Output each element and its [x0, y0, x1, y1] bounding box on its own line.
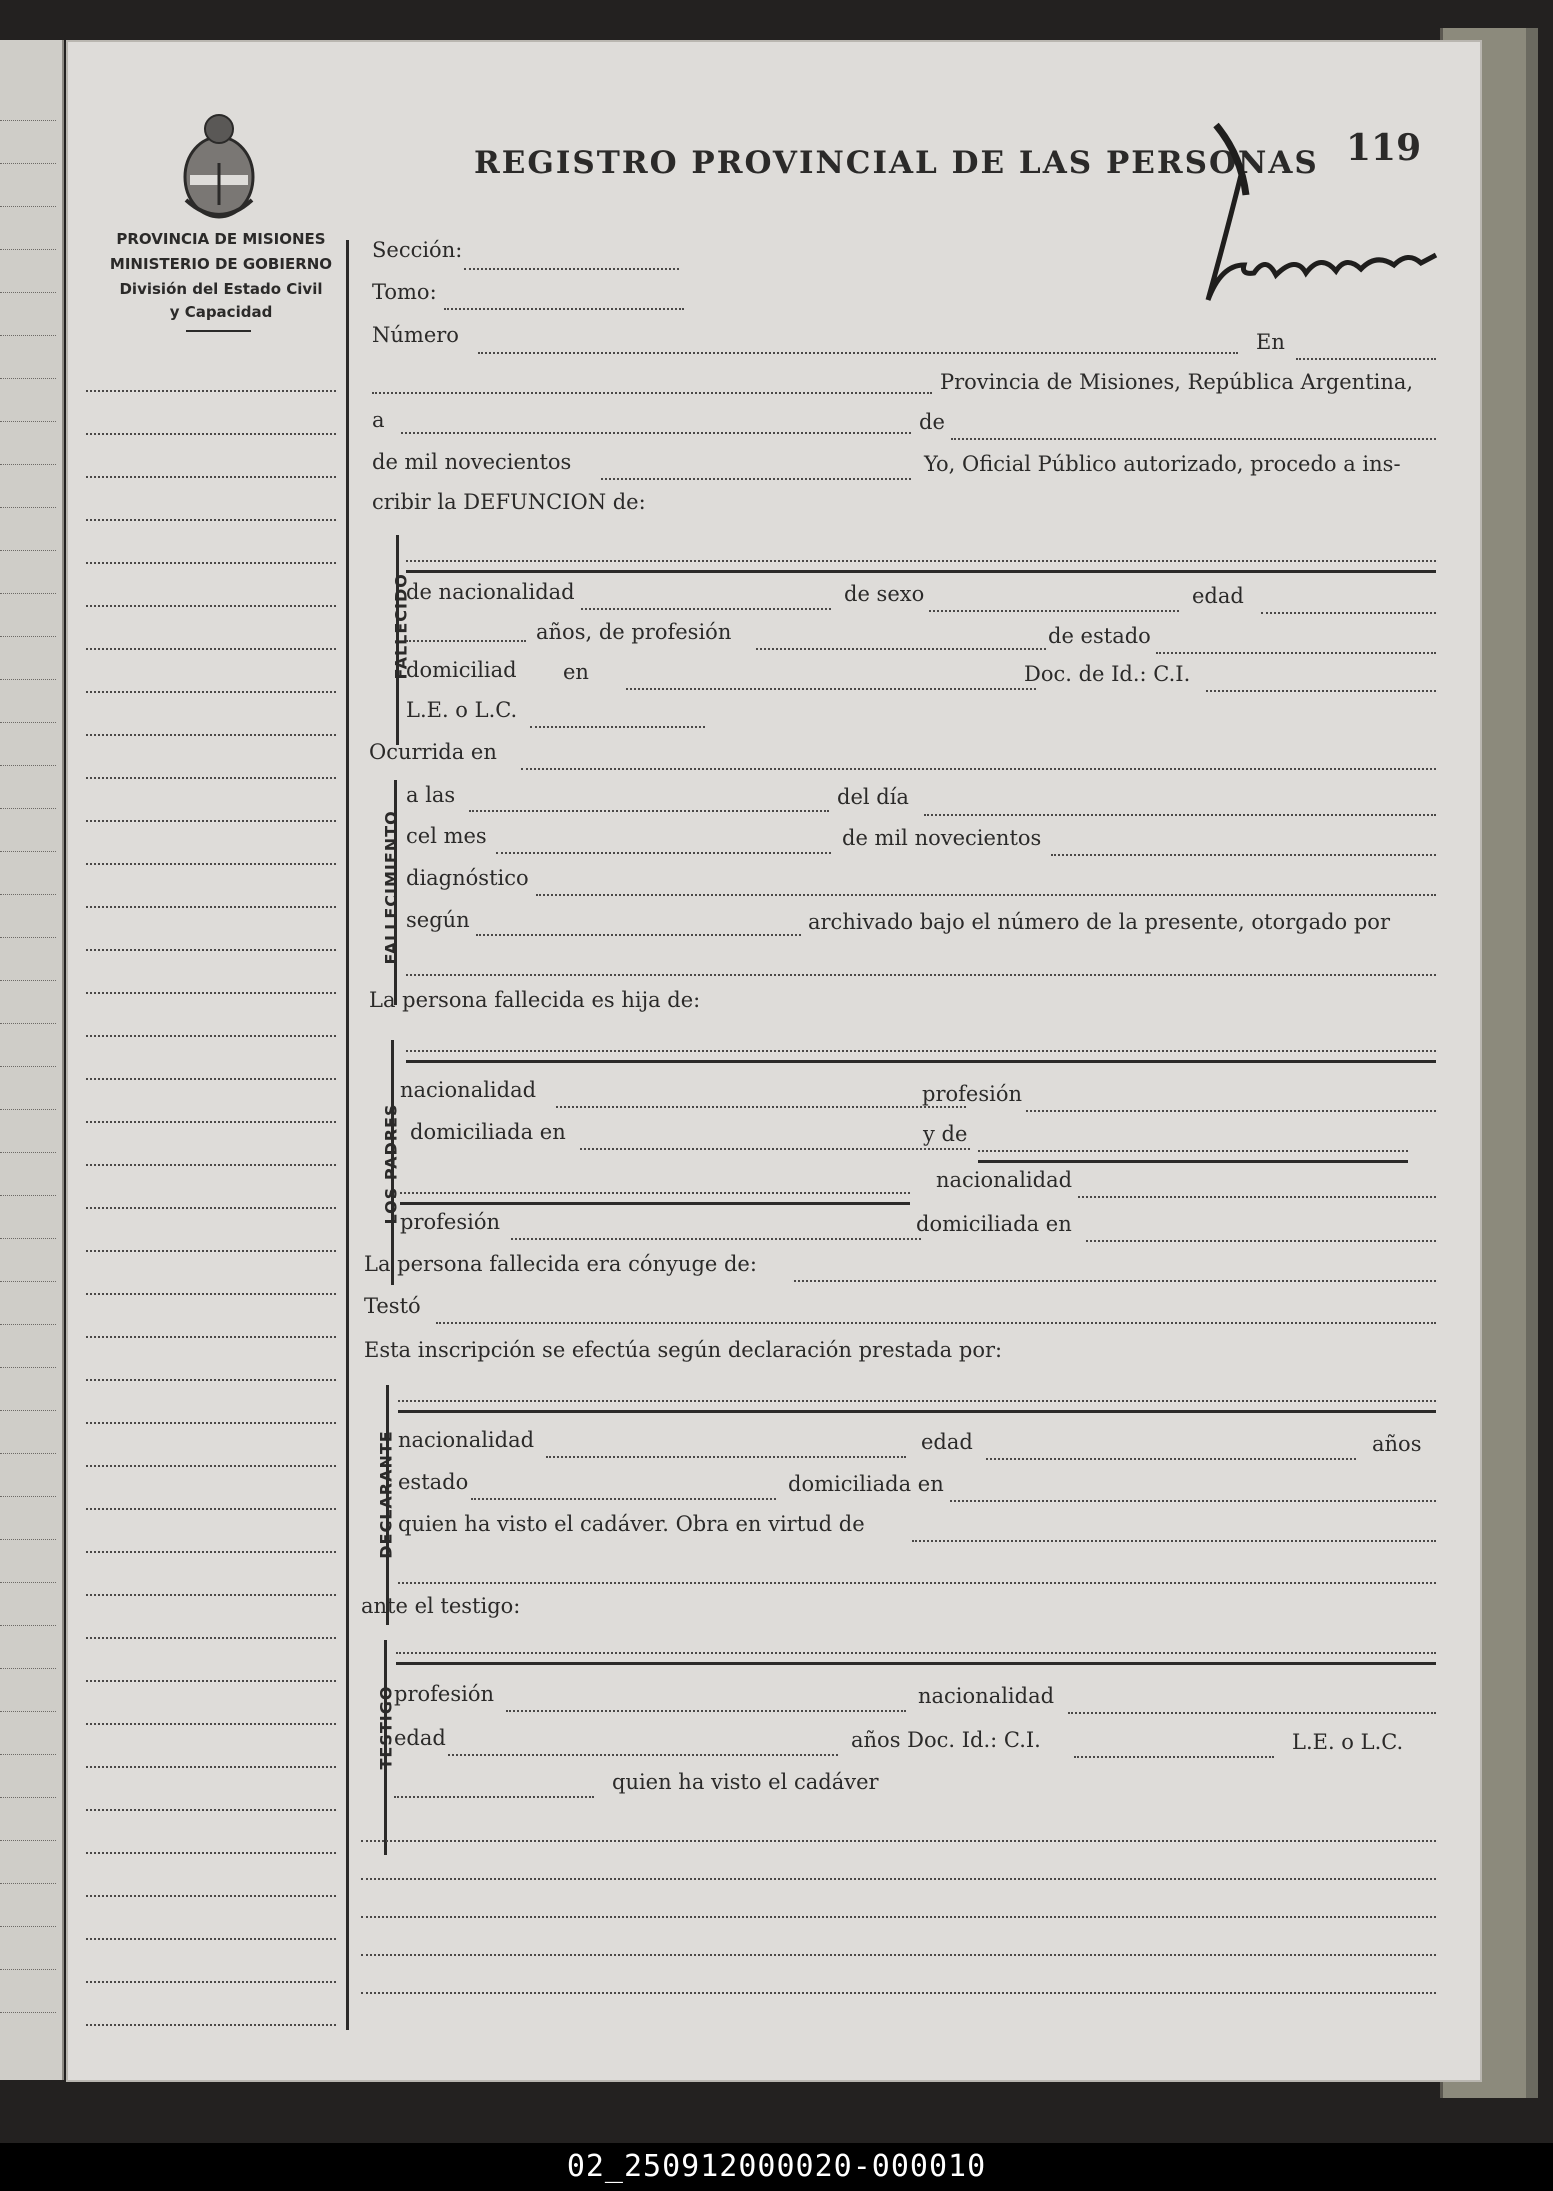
margin-note-line[interactable] [86, 1852, 336, 1854]
hija-de-label: La persona fallecida es hija de: [369, 988, 701, 1012]
declarante-domiciliada-label: domiciliada en [788, 1472, 944, 1496]
archivado-text: archivado bajo el número de la presente, otorgado por [808, 910, 1390, 934]
margin-note-line[interactable] [86, 1121, 336, 1123]
dia-fallecimiento-field[interactable] [924, 814, 1436, 816]
testigo-extra-field[interactable] [394, 1796, 594, 1798]
conyuge-field[interactable] [794, 1280, 1436, 1282]
lugar-field[interactable] [372, 392, 932, 394]
testo-label: Testó [364, 1294, 421, 1318]
segun-label: según [406, 908, 470, 932]
cribir-text: cribir la DEFUNCION de: [372, 490, 646, 514]
padres-extra-rule [400, 1202, 910, 1205]
obra-field[interactable] [912, 1540, 1436, 1542]
margin-note-line[interactable] [86, 519, 336, 521]
tomo-label: Tomo: [372, 280, 437, 304]
margin-note-line[interactable] [86, 1336, 336, 1338]
notes-line[interactable] [361, 1878, 1436, 1880]
margin-note-line[interactable] [86, 1250, 336, 1252]
margin-note-line[interactable] [86, 949, 336, 951]
margin-note-line[interactable] [86, 1809, 336, 1811]
en-label: En [1256, 330, 1285, 354]
page-number: 119 [1346, 127, 1422, 169]
margin-note-line[interactable] [86, 777, 336, 779]
segun-field[interactable] [476, 934, 801, 936]
padres-profesion-field[interactable] [1026, 1110, 1436, 1112]
margin-note-line[interactable] [86, 820, 336, 822]
numero-label: Número [372, 323, 459, 347]
adjacent-page [0, 40, 64, 2080]
domiciliad-label: domiciliad [406, 658, 517, 682]
testigo-nombre-field[interactable] [396, 1652, 1436, 1654]
anios-prof-label: años, de profesión [536, 620, 732, 644]
hora-field[interactable] [469, 810, 829, 812]
otorgado-field[interactable] [406, 974, 1436, 976]
margin-note-line[interactable] [86, 1465, 336, 1467]
testigo-edad-label: edad [394, 1726, 446, 1750]
testigo-nacionalidad-field[interactable] [1068, 1712, 1436, 1714]
diagnostico-label: diagnóstico [406, 866, 529, 890]
padres-nacionalidad-field[interactable] [556, 1106, 966, 1108]
del-dia-label: del día [837, 785, 909, 809]
testigo-side-label: TESTIGO [376, 1685, 396, 1770]
margin-note-line[interactable] [86, 433, 336, 435]
y-de-label: y de [923, 1122, 968, 1146]
madre-nombre-field[interactable] [978, 1150, 1408, 1152]
declarante-side-label: DECLARANTE [376, 1430, 396, 1559]
division-heading-2: y Capacidad [169, 303, 273, 321]
notes-line[interactable] [361, 1992, 1436, 1994]
margin-note-line[interactable] [86, 562, 336, 564]
margin-note-line[interactable] [86, 1895, 336, 1897]
declarante-nombre-field[interactable] [398, 1400, 1436, 1402]
padres-nacionalidad2-field[interactable] [1078, 1196, 1436, 1198]
padres-domiciliada-label: domiciliada en [410, 1120, 566, 1144]
testigo-nacionalidad-label: nacionalidad [918, 1684, 1055, 1708]
declarante-estado-field[interactable] [471, 1498, 776, 1500]
margin-note-line[interactable] [86, 691, 336, 693]
padres-profesion-label: profesión [922, 1082, 1022, 1106]
fallecimiento-side-label: FALLECIMIENTO [381, 810, 401, 965]
margin-note-line[interactable] [86, 1078, 336, 1080]
estado-label: de estado [1048, 624, 1151, 648]
estado-field[interactable] [1156, 652, 1436, 654]
margin-note-line[interactable] [86, 1766, 336, 1768]
declarante-nacionalidad-label: nacionalidad [398, 1428, 535, 1452]
testigo-rule [396, 1662, 1436, 1665]
padres-rule [406, 1060, 1436, 1063]
le-lc-label: L.E. o L.C. [406, 698, 518, 722]
margin-divider [346, 240, 349, 2030]
anio-fallecimiento-field[interactable] [1051, 854, 1436, 856]
image-id-bar: 02_250912000020-000010 [0, 2143, 1553, 2191]
margin-note-line[interactable] [86, 1164, 336, 1166]
page-title: REGISTRO PROVINCIAL DE LAS PERSONAS [474, 145, 1319, 181]
a-las-label: a las [406, 783, 456, 807]
de-mil-label-2: de mil novecientos [842, 826, 1042, 850]
doc-field[interactable] [1206, 690, 1436, 692]
notes-line[interactable] [361, 1916, 1436, 1918]
nacionalidad-label: de nacionalidad [406, 580, 575, 604]
seccion-label: Sección: [372, 238, 463, 262]
declarante-edad-label: edad [921, 1430, 973, 1454]
oficial-text: Yo, Oficial Público autorizado, procedo a ins- [924, 452, 1401, 476]
notes-line[interactable] [361, 1954, 1436, 1956]
numero-field[interactable] [478, 352, 1238, 354]
fallecido-side-label: FALLECIDO [391, 573, 411, 680]
testigo-doc-field[interactable] [1074, 1756, 1274, 1758]
edad-label: edad [1192, 584, 1244, 608]
margin-note-line[interactable] [86, 734, 336, 736]
tomo-field[interactable] [444, 308, 684, 310]
declarante-nacionalidad-field[interactable] [546, 1456, 906, 1458]
obra-continuation-field[interactable] [398, 1582, 1436, 1584]
ministry-heading: MINISTERIO DE GOBIERNO [109, 255, 333, 273]
margin-note-line[interactable] [86, 1293, 336, 1295]
mes-field[interactable] [951, 438, 1436, 440]
margin-note-line[interactable] [86, 648, 336, 650]
margin-note-line[interactable] [86, 1035, 336, 1037]
conyuge-label: La persona fallecida era cónyuge de: [364, 1252, 757, 1276]
margin-note-line[interactable] [86, 1379, 336, 1381]
padres-extra-field[interactable] [400, 1192, 910, 1194]
testigo-profesion-field[interactable] [506, 1710, 906, 1712]
margin-note-line[interactable] [86, 1723, 336, 1725]
padre-nombre-field[interactable] [406, 1050, 1436, 1052]
declarante-edad-field[interactable] [986, 1458, 1356, 1460]
ocurrida-field[interactable] [521, 768, 1436, 770]
edad-field[interactable] [1261, 612, 1436, 614]
anios-field[interactable] [406, 640, 526, 642]
signature-mark [1146, 115, 1476, 315]
mes-fallecimiento-field[interactable] [496, 852, 831, 854]
seccion-field[interactable] [464, 268, 679, 270]
margin-note-line[interactable] [86, 1938, 336, 1940]
diagnostico-field[interactable] [536, 894, 1436, 896]
declarante-estado-label: estado [398, 1470, 469, 1494]
fallecido-rule [406, 570, 1436, 573]
margin-note-line[interactable] [86, 1422, 336, 1424]
margin-note-line[interactable] [86, 1981, 336, 1983]
margin-note-line[interactable] [86, 2024, 336, 2026]
notes-line[interactable] [361, 1840, 1436, 1842]
padres-nacionalidad2-label: nacionalidad [936, 1168, 1073, 1192]
margin-note-line[interactable] [86, 1207, 336, 1209]
register-page [66, 40, 1482, 2082]
a-label: a [372, 408, 385, 432]
le-lc-field[interactable] [530, 726, 705, 728]
province-heading: PROVINCIA DE MISIONES [116, 230, 326, 248]
testigo-profesion-label: profesión [394, 1682, 494, 1706]
margin-note-line[interactable] [86, 863, 336, 865]
margin-note-line[interactable] [86, 1637, 336, 1639]
heading-rule [186, 330, 251, 332]
del-mes-label: cel mes [406, 824, 487, 848]
declarante-anios-label: años [1372, 1432, 1422, 1456]
margin-note-line[interactable] [86, 476, 336, 478]
padres-domicilio2-field[interactable] [1086, 1240, 1436, 1242]
ocurrida-label: Ocurrida en [369, 740, 497, 764]
dia-field[interactable] [401, 432, 911, 434]
margin-note-line[interactable] [86, 906, 336, 908]
declarante-domicilio-field[interactable] [950, 1500, 1436, 1502]
margin-note-line[interactable] [86, 390, 336, 392]
doc-label: Doc. de Id.: C.I. [1024, 662, 1191, 686]
testigo-edad-field[interactable] [448, 1754, 838, 1756]
margin-note-line[interactable] [86, 1551, 336, 1553]
fallecido-nombre-field[interactable] [406, 560, 1436, 562]
division-heading: División del Estado Civil [119, 280, 323, 298]
anio-field[interactable] [601, 478, 911, 480]
padres-profesion2-label: profesión [400, 1210, 500, 1234]
nacionalidad-field[interactable] [581, 608, 831, 610]
profesion-field[interactable] [756, 648, 1046, 650]
domicilio-field[interactable] [626, 688, 1036, 690]
testigo-anios-doc-label: años Doc. Id.: C.I. [851, 1728, 1041, 1752]
margin-note-line[interactable] [86, 1508, 336, 1510]
provincia-text: Provincia de Misiones, República Argentina, [940, 370, 1414, 394]
declarante-rule [398, 1410, 1436, 1413]
padres-nacionalidad-label: nacionalidad [400, 1078, 537, 1102]
margin-note-line[interactable] [86, 1680, 336, 1682]
coat-of-arms-icon [174, 105, 264, 225]
inscripcion-text: Esta inscripción se efectúa según declaración prestada por: [364, 1338, 1003, 1362]
ante-testigo-label: ante el testigo: [361, 1594, 521, 1618]
sexo-label: de sexo [844, 582, 925, 606]
en-field[interactable] [1296, 358, 1436, 360]
de-label: de [919, 410, 945, 434]
de-mil-label: de mil novecientos [372, 450, 572, 474]
padres-side-label: LOS PADRES [381, 1103, 401, 1225]
testigo-le-lc-label: L.E. o L.C. [1292, 1730, 1404, 1754]
padres-domicilio-field[interactable] [580, 1148, 970, 1150]
testo-field[interactable] [436, 1322, 1436, 1324]
sexo-field[interactable] [929, 610, 1179, 612]
margin-note-line[interactable] [86, 1594, 336, 1596]
padres-profesion2-field[interactable] [511, 1238, 921, 1240]
padres-domiciliada2-label: domiciliada en [916, 1212, 1072, 1236]
margin-note-line[interactable] [86, 605, 336, 607]
madre-rule [978, 1160, 1408, 1163]
declarante-visto-text: quien ha visto el cadáver. Obra en virtud de [398, 1512, 865, 1536]
margin-note-line[interactable] [86, 992, 336, 994]
testigo-visto-text: quien ha visto el cadáver [612, 1770, 879, 1794]
en-label-2: en [563, 660, 589, 684]
